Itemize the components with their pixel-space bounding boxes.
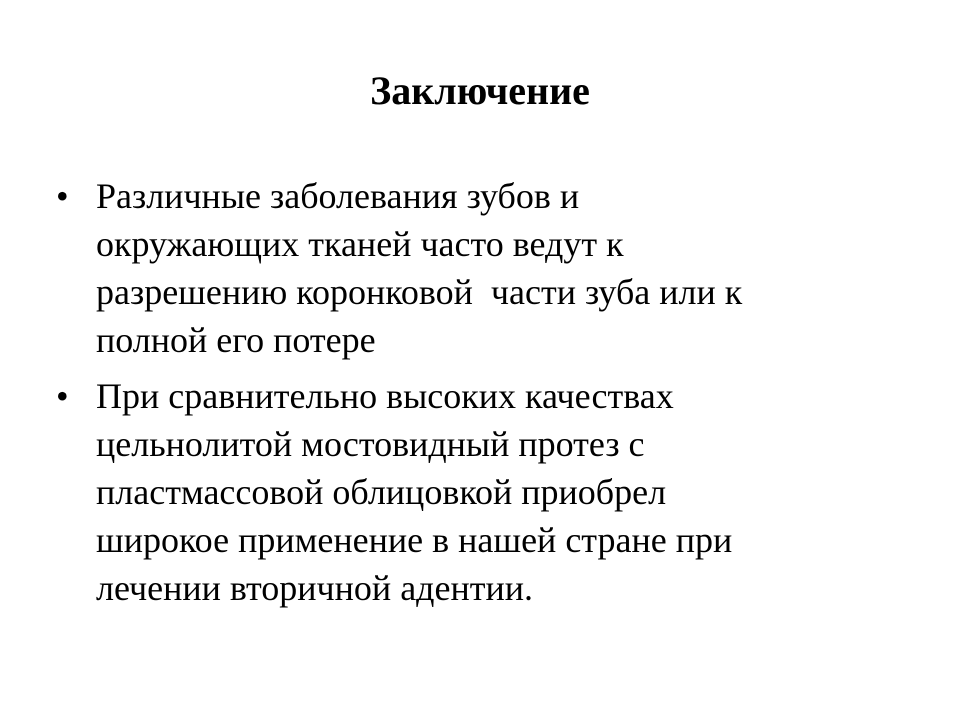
bullet-text-line: Различные заболевания зубов и xyxy=(96,176,580,216)
bullet-text-line: разрешению коронковой части зуба или к xyxy=(96,272,743,312)
bullet-text-line: цельнолитой мостовидный протез с xyxy=(96,424,645,464)
bullet-text-line: широкое применение в нашей стране при xyxy=(96,520,733,560)
bullet-dot-icon: • xyxy=(56,176,69,216)
bullet-list xyxy=(56,172,906,620)
bullet-text-line: пластмассовой облицовкой приобрел xyxy=(96,472,667,512)
bullet-text-line: полной его потере xyxy=(96,320,376,360)
bullet-text-line: окружающих тканей часто ведут к xyxy=(96,224,624,264)
bullet-text-line: При сравнительно высоких качествах xyxy=(96,376,674,416)
slide-title: Заключение xyxy=(370,68,590,113)
bullet-dot-icon: • xyxy=(56,376,69,416)
bullet-item xyxy=(56,372,906,612)
bullet-text-line: лечении вторичной адентии. xyxy=(96,568,533,608)
bullet-item xyxy=(56,172,906,364)
